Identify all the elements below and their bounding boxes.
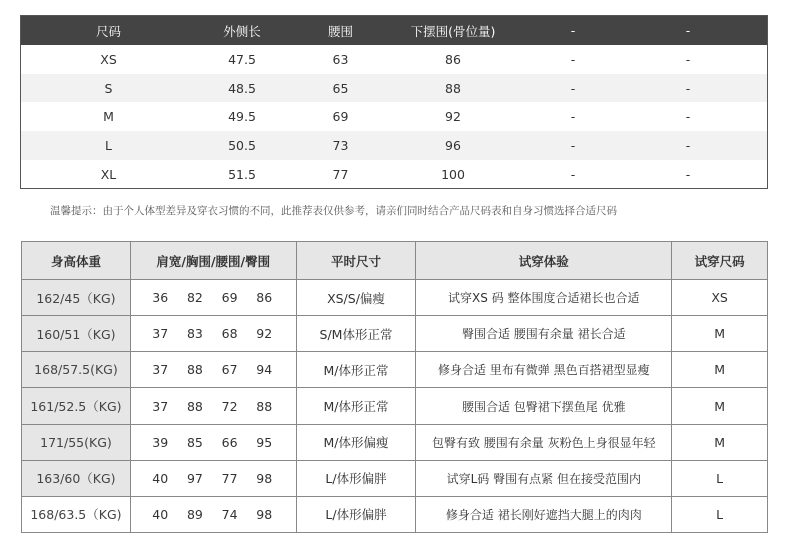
- blank-cell: -: [685, 109, 691, 125]
- size-header-blank-1: -: [570, 23, 576, 38]
- blank-cell: -: [685, 51, 691, 67]
- size-cell: M: [103, 109, 114, 125]
- experience-cell: 臀围合适 腰围有余量 裙长合适: [416, 316, 672, 352]
- shoulder-value: 40: [152, 506, 169, 522]
- size-header-size: 尺码: [95, 23, 121, 39]
- size-row-s: [21, 74, 767, 103]
- waist-value: 67: [221, 362, 238, 378]
- table-row: [22, 316, 768, 352]
- hem-cell: 92: [445, 109, 461, 125]
- hem-cell: 100: [441, 166, 465, 182]
- size-cell: S: [104, 80, 113, 96]
- try-size-cell: L: [672, 460, 768, 496]
- header-height-weight: 身高体重: [22, 242, 131, 280]
- hem-cell: 88: [445, 80, 461, 96]
- bust-value: 82: [186, 290, 203, 306]
- experience-cell: 试穿L码 臀围有点紧 但在接受范围内: [416, 460, 672, 496]
- try-on-table: [21, 241, 768, 533]
- blank-cell: -: [685, 166, 691, 182]
- waist-value: 68: [221, 326, 238, 342]
- hip-value: 86: [256, 290, 273, 306]
- measurements-cell: [130, 388, 296, 424]
- try-size-cell: M: [672, 424, 768, 460]
- experience-cell: 修身合适 里布有微弹 黑色百搭裙型显瘦: [416, 352, 672, 388]
- height-weight-cell: 168/57.5(KG): [22, 352, 131, 388]
- size-header-length: 外侧长: [223, 23, 261, 39]
- bust-value: 83: [186, 326, 203, 342]
- size-header-blank-2: -: [685, 23, 691, 38]
- usual-size-cell: M/体形正常: [296, 352, 416, 388]
- length-cell: 51.5: [228, 166, 256, 182]
- header-usual-size: 平时尺寸: [296, 242, 416, 280]
- experience-cell: 修身合适 裙长刚好遮挡大腿上的肉肉: [416, 496, 672, 532]
- shoulder-value: 40: [152, 470, 169, 486]
- size-chart-header-row: [21, 16, 767, 45]
- usual-size-cell: M/体形正常: [296, 388, 416, 424]
- measurements-cell: [130, 424, 296, 460]
- size-row-l: [21, 131, 767, 160]
- table-row: [22, 460, 768, 496]
- size-cell: L: [105, 137, 112, 153]
- length-cell: 48.5: [228, 80, 256, 96]
- size-row-xs: [21, 45, 767, 74]
- height-weight-cell: 160/51（KG): [22, 316, 131, 352]
- blank-cell: -: [685, 137, 691, 153]
- try-size-cell: XS: [672, 280, 768, 316]
- measurements-cell: [130, 460, 296, 496]
- hip-value: 98: [256, 470, 273, 486]
- usual-size-cell: S/M体形正常: [296, 316, 416, 352]
- height-weight-cell: 168/63.5（KG): [22, 496, 131, 532]
- blank-cell: -: [570, 109, 576, 125]
- usual-size-cell: L/体形偏胖: [296, 460, 416, 496]
- bust-value: 88: [186, 398, 203, 414]
- measurements-cell: [130, 316, 296, 352]
- waist-cell: 73: [332, 137, 349, 153]
- measurements-cell: [130, 496, 296, 532]
- experience-cell: 试穿XS 码 整体围度合适裙长也合适: [416, 280, 672, 316]
- table-row: [22, 388, 768, 424]
- table-row: [22, 424, 768, 460]
- size-cell: XS: [100, 51, 117, 67]
- length-cell: 49.5: [228, 109, 256, 125]
- blank-cell: -: [570, 80, 576, 96]
- usual-size-cell: L/体形偏胖: [296, 496, 416, 532]
- experience-cell: 腰围合适 包臀裙下摆鱼尾 优雅: [416, 388, 672, 424]
- try-size-cell: M: [672, 316, 768, 352]
- hip-value: 92: [256, 326, 273, 342]
- length-cell: 47.5: [228, 51, 256, 67]
- try-size-cell: M: [672, 388, 768, 424]
- waist-value: 69: [221, 290, 238, 306]
- size-recommendation-note: 温馨提示：由于个人体型差异及穿衣习惯的不同，此推荐表仅供参考，请亲们同时结合产品尺码表和自身习惯选择合适尺码: [50, 205, 617, 217]
- blank-cell: -: [570, 166, 576, 182]
- try-size-cell: L: [672, 496, 768, 532]
- waist-value: 77: [221, 470, 238, 486]
- shoulder-value: 37: [152, 398, 169, 414]
- experience-cell: 包臀有致 腰围有余量 灰粉色上身很显年轻: [416, 424, 672, 460]
- hem-cell: 86: [445, 51, 461, 67]
- header-try-on-experience: 试穿体验: [416, 242, 672, 280]
- hip-value: 95: [256, 434, 273, 450]
- hip-value: 88: [256, 398, 273, 414]
- size-chart-table: [20, 15, 768, 189]
- hip-value: 98: [256, 506, 273, 522]
- waist-value: 74: [221, 506, 238, 522]
- height-weight-cell: 162/45（KG): [22, 280, 131, 316]
- blank-cell: -: [685, 80, 691, 96]
- shoulder-value: 37: [152, 362, 169, 378]
- shoulder-value: 39: [152, 434, 169, 450]
- blank-cell: -: [570, 137, 576, 153]
- bust-value: 85: [186, 434, 203, 450]
- try-size-cell: M: [672, 352, 768, 388]
- waist-cell: 65: [332, 80, 349, 96]
- height-weight-cell: 171/55(KG): [22, 424, 131, 460]
- bust-value: 89: [186, 506, 203, 522]
- size-header-waist: 腰围: [327, 23, 353, 39]
- bust-value: 88: [186, 362, 203, 378]
- waist-cell: 63: [332, 51, 349, 67]
- waist-value: 72: [221, 398, 238, 414]
- waist-cell: 69: [332, 109, 349, 125]
- shoulder-value: 37: [152, 326, 169, 342]
- usual-size-cell: M/体形偏瘦: [296, 424, 416, 460]
- header-try-on-size: 试穿尺码: [672, 242, 768, 280]
- usual-size-cell: XS/S/偏瘦: [296, 280, 416, 316]
- size-header-hem: 下摆围(骨位量): [410, 23, 496, 39]
- table-row: [22, 280, 768, 316]
- hem-cell: 96: [445, 137, 461, 153]
- hip-value: 94: [256, 362, 273, 378]
- length-cell: 50.5: [228, 137, 256, 153]
- blank-cell: -: [570, 51, 576, 67]
- table-row: [22, 496, 768, 532]
- try-on-header-row: [22, 242, 768, 280]
- waist-value: 66: [221, 434, 238, 450]
- size-row-xl: [21, 160, 767, 189]
- shoulder-value: 36: [152, 290, 169, 306]
- size-cell: XL: [100, 166, 117, 182]
- height-weight-cell: 163/60（KG): [22, 460, 131, 496]
- header-measurements: 肩宽/胸围/腰围/臀围: [130, 242, 296, 280]
- measurements-cell: [130, 280, 296, 316]
- table-row: [22, 352, 768, 388]
- measurements-cell: [130, 352, 296, 388]
- bust-value: 97: [186, 470, 203, 486]
- height-weight-cell: 161/52.5（KG): [22, 388, 131, 424]
- size-row-m: [21, 102, 767, 131]
- waist-cell: 77: [332, 166, 349, 182]
